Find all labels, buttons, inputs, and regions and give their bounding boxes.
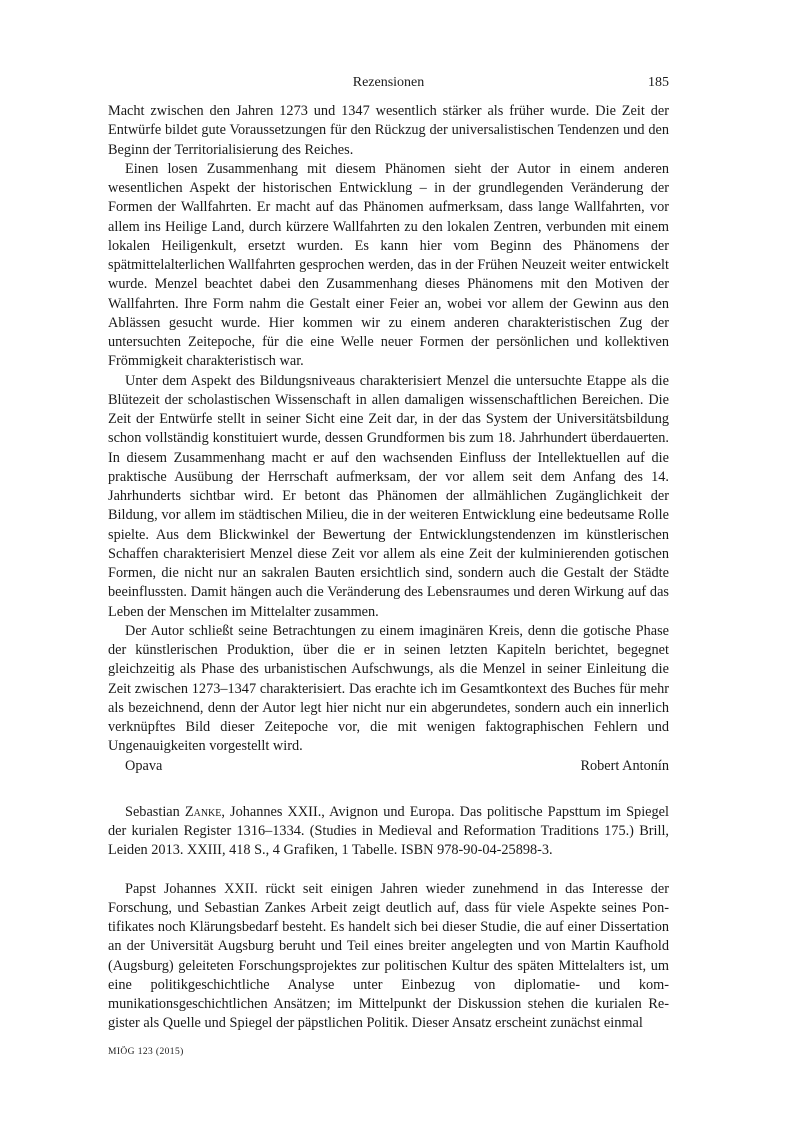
citation-details: , Johannes XXII., Avignon und Europa. Das politische Papsttum im Spiegel der kurialen Register 1316–1334. (Studies in Medieval and Reformation Traditions 175.) Brill, Leiden 2013. XXIII, 418 S., 4 Grafiken, 1 Tabelle. ISBN 978-90-04-25898-3. — [108, 803, 669, 859]
review-body — [108, 102, 669, 757]
paragraph: Der Autor schließt seine Betrachtungen zu einem imaginären Kreis, denn die gotische Phase der künstlerischen Produktion, über die er in seinen letzten Kapiteln berichtet, begegnet gleichzeitig als Phase des urbanistischen Aufschwungs, als die Menzel in seiner Einleitung die Zeit zwischen 1273–1347 charakterisiert. Das erachte ich im Gesamtkontext des Buches für mehr als bezeichnend, denn der Autor legt hier nicht nur ein abgerundetes, sondern auch ein innerlich verknüpftes Bild dieser Zeitepoche vor, die mit wenigen faktographischen Fehlern und Ungenauigkeiten vorgestellt wird. — [108, 622, 669, 755]
paragraph: Macht zwischen den Jahren 1273 und 1347 wesentlich stärker als früher wurde. Die Zeit der Entwürfe bildet gute Voraussetzungen für den Rückzug der universalistischen Tendenzen und den Beginn der Territorialisierung des Reiches. — [108, 103, 669, 158]
page — [108, 72, 669, 1072]
paragraph: Unter dem Aspekt des Bildungsniveaus charakterisiert Menzel die untersuchte Etappe als die Blütezeit der scholastischen Wissenschaft in allen damaligen wissenschaftlichen Bereichen. Die Zeit der Entwürfe stellt in seiner Sicht eine Zeit dar, in der das System der Universitätsbildung schon vollständig konstituiert wurde, dessen Grundformen bis zum 18. Jahrhundert überdauerten. In diesem Zusammenhang macht er auf den wachsenden Einfluss der Intellektuellen auf die praktische Ausübung der Herrschaft aufmerksam, der vor allem seit dem Anfang des 14. Jahrhunderts sichtbar wird. Er betont das Phänomen der allmählichen Zugänglichkeit der Bildung, vor allem im städtischen Milieu, die in der weiteren Entwicklung eine bedeutsame Rolle spielte. Aus dem Blickwinkel der Bewertung der Entwicklungstendenzen im künstlerischen Schaffen charakterisiert Menzel diese Zeit vor allem als eine Zeit der kulminierenden gotischen Formen, die nicht nur an sakralen Bauten ersichtlich sind, sondern auch die Gestalt der Städte beeinflussten. Damit hängen auch die Veränderung des Lebensraumes und deren Wirkung auf das Leben der Menschen im Mittelalter zusammen. — [108, 372, 669, 620]
review-two-body: Papst Johannes XXII. rückt seit einigen Jahren wieder zunehmend in das Interesse der Forschung, und Sebastian Zankes Arbeit zeigt deutlich auf, dass für viele Aspekte seines Pontifikates noch Klärungsbedarf besteht. Es handelt sich bei dieser Studie, die auf einer Dissertation an der Universität Augsburg beruht und Teil eines breiter angelegten und von Martin Kaufhold (Augsburg) geleiteten Forschungsprojektes zur politischen Kultur des späten Mittelalters ist, um eine politikgeschichtliche Analyse unter Einbezug von diplomatie- und kommunikationsgeschichtlichen Ansätzen; im Mittelpunkt der Diskussion stehen die kurialen Register als Quelle und Spiegel der päpstlichen Politik. Dieser Ansatz erscheint zunächst einmal — [108, 880, 669, 1032]
review-signoff — [108, 757, 669, 776]
review-place: Opava — [125, 757, 163, 774]
paragraph: Einen losen Zusammenhang mit diesem Phänomen sieht der Autor in einem anderen wesentlichen Aspekt der historischen Entwicklung – in der grundlegenden Veränderung der Formen der Wallfahrten. Er macht auf das Phänomen aufmerksam, dass lange Wallfahrten, vor allem ins Heilige Land, durch kürzere Wallfahrten zu den lokalen Zentren, verbunden mit einem lokalen Heiligenkult, ersetzt wurden. Es kann hier vom Beginn des Phänomens der spätmittelalterlichen Wallfahrten gesprochen werden, das in der Frühen Neuzeit weiter entwickelt wurde. Menzel beachtet dabei den Zusammenhang dieses Phänomens mit den Motiven der Wallfahrten. Ihre Form nahm die Gestalt einer Feier an, wobei vor allem der Gewinn aus den Ablässen gesucht wurde. Hier kommen wir zu einem anderen charakteristischen Zug der untersuchten Zeitepoche, für die eine Welle neuer Formen der persönlichen und kollektiven Frömmigkeit charakteristisch war. — [108, 160, 669, 370]
journal-footer: MIÖG 123 (2015) — [108, 1047, 184, 1057]
reviewer-name: Robert Antonín — [580, 757, 669, 774]
running-head — [108, 72, 669, 94]
author-surname: Zanke — [184, 803, 222, 820]
book-citation — [108, 803, 669, 861]
page-number: 185 — [648, 75, 669, 90]
author-firstname: Sebastian — [125, 803, 180, 820]
running-title: Rezensionen — [352, 75, 425, 90]
